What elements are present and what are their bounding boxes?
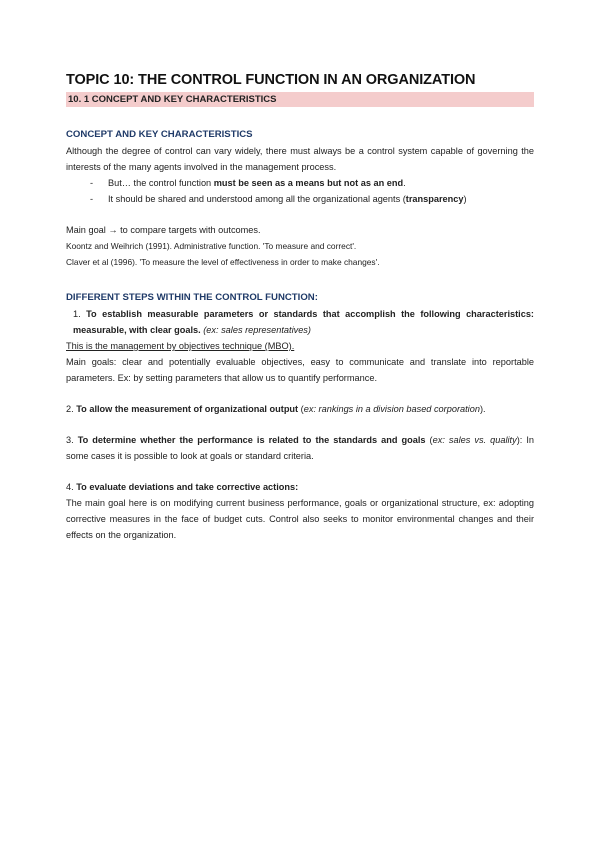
step-2-heading: 2. To allow the measurement of organizational output (ex: rankings in a division based corporation). — [66, 404, 486, 414]
reference-claver: Claver et al (1996). 'To measure the level of effectiveness in order to make changes'. — [66, 257, 380, 267]
bullet-list — [66, 175, 534, 207]
document-page — [66, 72, 534, 543]
section-heading-steps: DIFFERENT STEPS WITHIN THE CONTROL FUNCTION: — [66, 292, 318, 303]
list-item: - But… the control function must be seen as a means but not as an end. — [90, 178, 406, 188]
page-title: TOPIC 10: THE CONTROL FUNCTION IN AN ORGANIZATION — [66, 72, 476, 88]
step-4-body: The main goal here is on modifying current business performance, goals or organizational structure, ex: adopting corrective measures in the face of budget cuts. Control also seeks to monitor environmental changes and their effects on the organization. — [66, 498, 534, 540]
step-3-heading: 3. To determine whether the performance is related to the standards and goals (ex: sales vs. quality): In some cases it is possible to look at goals or standard criteria. — [66, 435, 534, 461]
intro-paragraph: Although the degree of control can vary widely, there must always be a control system capable of governing the interests of the many agents involved in the management process. — [66, 146, 534, 172]
main-goal-line: Main goal → to compare targets with outcomes. — [66, 225, 261, 235]
step-1-heading: 1. To establish measurable parameters or standards that accomplish the following characteristics: measurable, with clear goals. (ex: sales representatives) — [73, 309, 534, 335]
mbo-note: This is the management by objectives technique (MBO). — [66, 341, 295, 351]
subtitle-bar: 10. 1 CONCEPT AND KEY CHARACTERISTICS — [66, 92, 534, 107]
step-4-heading: 4. To evaluate deviations and take corrective actions: — [66, 482, 299, 492]
section-heading-concept: CONCEPT AND KEY CHARACTERISTICS — [66, 129, 253, 140]
reference-koontz: Koontz and Weihrich (1991). Administrative function. 'To measure and correct'. — [66, 241, 357, 251]
step-1-body: Main goals: clear and potentially evaluable objectives, easy to communicate and translate into reportable parameters. Ex: by setting parameters that allow us to quantify performance. — [66, 357, 534, 383]
list-item: - It should be shared and understood among all the organizational agents (transparency) — [90, 194, 467, 204]
